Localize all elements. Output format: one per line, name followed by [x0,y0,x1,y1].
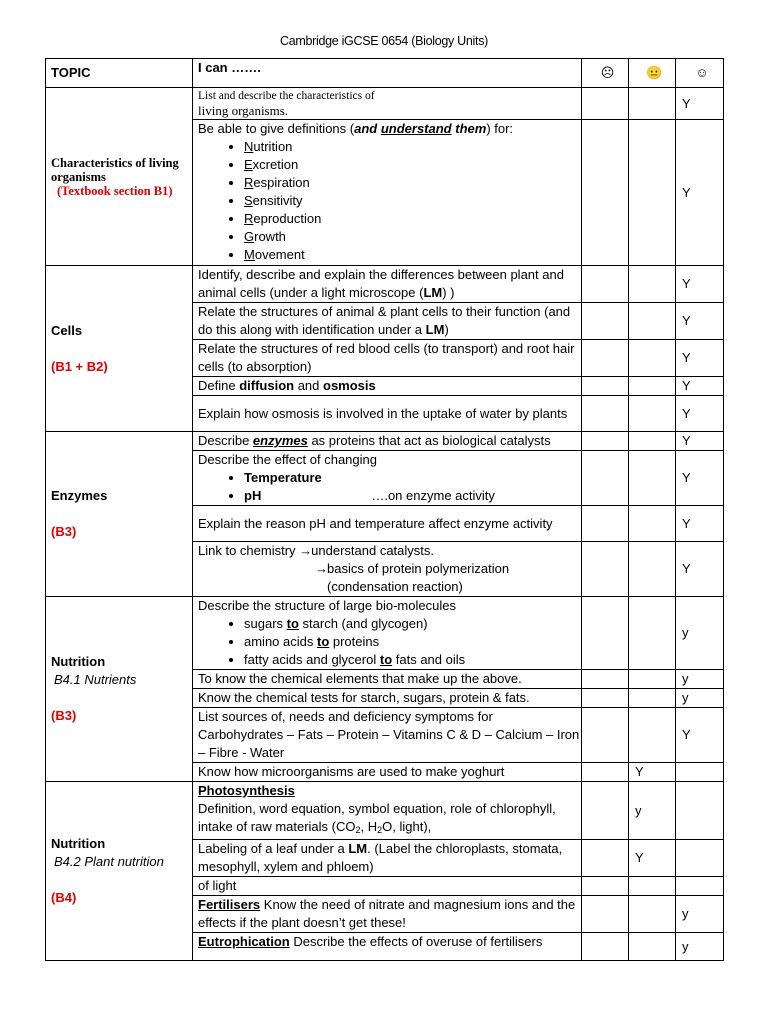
table-row [46,597,724,670]
mark-happy: y [676,597,724,670]
mark-happy: Y [676,377,724,396]
definitions-list [198,138,581,264]
mark-happy: Y [676,542,724,597]
mark-happy: Y [676,432,724,451]
row-enzymes-effect: Describe the effect of changing • Temperature • pH ….on enzyme activity [193,451,582,506]
list-item: • Sensitivity [244,192,581,210]
list-item: • fatty acids and glycerol to fats and oils [244,651,581,669]
row-enzymes-describe: Describe enzymes as proteins that act as biological catalysts [193,432,582,451]
row-nutrition-yoghurt: Know how microorganisms are used to make yoghurt [193,763,582,782]
mark-happy: Y [676,451,724,506]
list-item: • Temperature [244,469,581,487]
row-cells-differences: Identify, describe and explain the differences between plant and animal cells (under a light microscope (LM) ) [193,266,582,303]
mark-neutral: Y [629,763,676,782]
row-fertilisers: Fertilisers Know the need of nitrate and magnesium ions and the effects if the plant doesn’t get these! [193,896,582,933]
row-cells-structures: Relate the structures of animal & plant cells to their function (and do this along with identification under a LM) [193,303,582,340]
document-title: Cambridge iGCSE 0654 (Biology Units) [279,34,489,48]
row-eutrophication: Eutrophication Describe the effects of overuse of fertilisers [193,933,582,961]
mark-happy: Y [676,303,724,340]
mark-happy: Y [676,88,724,120]
list-item: • Movement [244,246,581,264]
mark-happy: Y [676,340,724,377]
mark-happy: Y [676,506,724,542]
table-row [46,782,724,840]
row-nutrition-tests: Know the chemical tests for starch, sugars, protein & fats. [193,689,582,708]
topic-enzymes: Enzymes (B3) [46,432,193,597]
mark-happy: Y [676,708,724,763]
mark-happy: y [676,689,724,708]
row-definitions: Be able to give definitions (and understand them) for: • Nutrition • Excretion • Respiration • Sensitivity • Reproduction • Growth • Movement [193,120,582,266]
topic-nutrition-plant: Nutrition B4.2 Plant nutrition (B4) [46,782,193,961]
row-enzymes-reason: Explain the reason pH and temperature affect enzyme activity [193,506,582,542]
table-row [46,88,724,120]
list-item: • Growth [244,228,581,246]
neutral-face-icon: 😐 [629,59,676,88]
row-leaf-labeling: Labeling of a leaf under a LM. (Label the chloroplasts, stomata, mesophyll, xylem and phloem) [193,840,582,877]
table-row [46,266,724,303]
sad-face-icon: ☹ [582,59,629,88]
row-cells-diffusion: Define diffusion and osmosis [193,377,582,396]
list-item: • sugars to starch (and glycogen) [244,615,581,633]
arrow-icon: → [315,561,328,576]
row-enzymes-chemistry: Link to chemistry →understand catalysts. →basics of protein polymerization (condensation reaction) [193,542,582,597]
list-item: • Reproduction [244,210,581,228]
mark-neutral: Y [629,840,676,877]
row-cells-specialised: Relate the structures of red blood cells (to transport) and root hair cells (to absorption) [193,340,582,377]
list-item: • Nutrition [244,138,581,156]
row-of-light: of light [193,877,582,896]
happy-face-icon: ☺ [676,59,724,88]
row-cells-osmosis: Explain how osmosis is involved in the uptake of water by plants [193,396,582,432]
mark-neutral: y [629,782,676,840]
topic-nutrition-nutrients: Nutrition B4.1 Nutrients (B3) [46,597,193,782]
mark-happy: Y [676,396,724,432]
topic-cells: Cells (B1 + B2) [46,266,193,432]
list-item: • pH ….on enzyme activity [244,487,581,505]
mark-happy: Y [676,120,724,266]
row-nutrition-sources: List sources of, needs and deficiency symptoms for Carbohydrates – Fats – Protein – Vitamins C & D – Calcium – Iron – Fibre - Water [193,708,582,763]
checklist-table [45,58,724,961]
row-nutrition-biomolecules: Describe the structure of large bio-molecules • sugars to starch (and glycogen) • amino acids to proteins • fatty acids and glycerol to fats and oils [193,597,582,670]
row-characteristics-list: List and describe the characteristics of living organisms. [193,88,582,120]
list-item: • amino acids to proteins [244,633,581,651]
header-ican: I can ……. [193,59,582,88]
table-row [46,432,724,451]
topic-characteristics: Characteristics of living organisms (Textbook section B1) [46,88,193,266]
mark-happy: y [676,896,724,933]
arrow-icon: → [299,543,313,558]
mark-happy: y [676,670,724,689]
header-row [46,59,724,88]
list-item: • Excretion [244,156,581,174]
row-nutrition-elements: To know the chemical elements that make up the above. [193,670,582,689]
list-item: • Respiration [244,174,581,192]
header-topic: TOPIC [46,59,193,88]
row-photosynthesis: Photosynthesis Definition, word equation, symbol equation, role of chlorophyll, intake of raw materials ($CO_2$, $H_2O$, light), [193,782,582,840]
mark-happy: Y [676,266,724,303]
mark-happy: y [676,933,724,961]
